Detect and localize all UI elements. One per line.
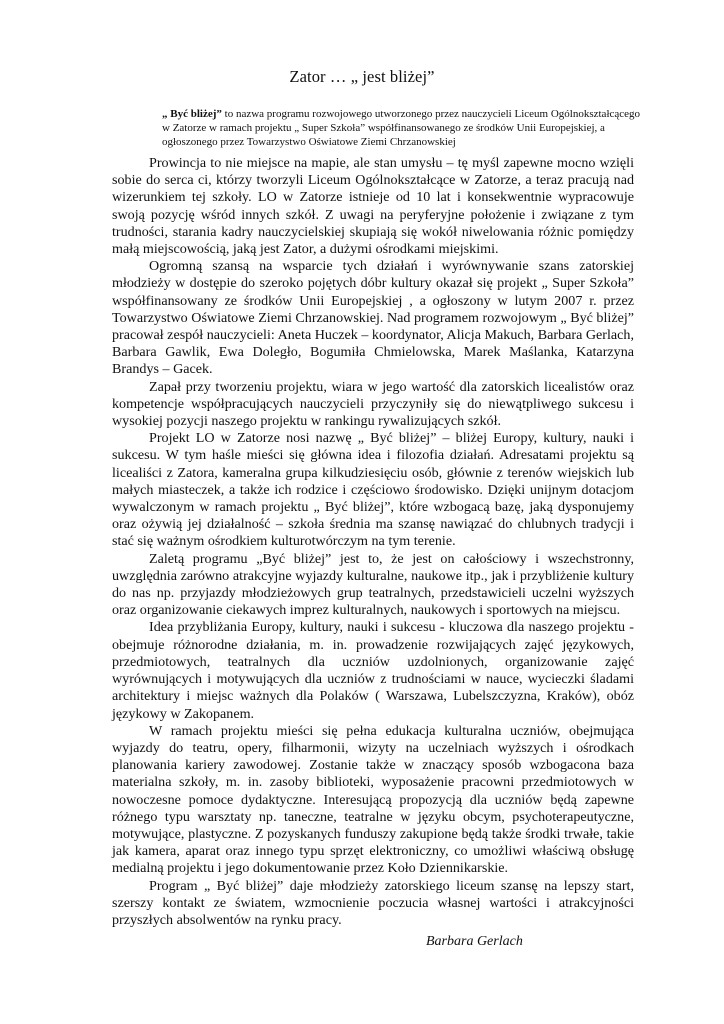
paragraph: W ramach projektu mieści się pełna edukacja kulturalna uczniów, obejmująca wyjazdy do teatru, opery, filharmonii, wizyty na uczelniach wyższych i ośrodkach planowania kariery zawodowej. Zostanie także w znaczący sposób wzbogacona baza materialna szkoły, m. in. zasoby biblioteki, wyposażenie pracowni przedmiotowych w nowoczesne pomoce dydaktyczne. Interesującą propozycją dla uczniów będą zapewne różnego typu warsztaty np. taneczne, teatralne w języku obcym, psychoterapeutyczne, motywujące, plastyczne. Z pozyskanych funduszy zakupione będą także środki trwałe, takie jak kamera, aparat oraz innego typu sprzęt elektroniczny, co umożliwi właściwą obsługę medialną projektu i jego dokumentowanie przez Koło Dziennikarskie.	[112, 722, 634, 877]
author-signature: Barbara Gerlach	[426, 934, 523, 949]
document-title: Zator … „ jest bliżej”	[289, 67, 435, 86]
paragraph: Zapał przy tworzeniu projektu, wiara w jego wartość dla zatorskich licealistów oraz kompetencje współpracujących nauczycieli przyczyniły się do niewątpliwego sukcesu i wysokiej pozycji naszego projektu w rankingu rywalizujących szkół.	[112, 378, 634, 430]
abstract	[162, 108, 642, 149]
paragraph: Projekt LO w Zatorze nosi nazwę „ Być bliżej” – bliżej Europy, kultury, nauki i sukcesu. W tym haśle mieści się główna idea i filozofia działań. Adresatami projektu są licealiści z Zatora, kameralna grupa kilkudziesięciu osób, głównie z terenów wiejskich lub małych miasteczek, a także ich rodzice i częściowo środowisko. Dzięki unijnym dotacjom wywalczonym w ramach projektu „ Być bliżej”, które wzbogacą bazę, jaką dysponujemy oraz ożywią jej działalność – szkoła średnia ma szansę nawiązać do chlubnych tradycji i stać się ważnym ośrodkiem kulturotwórczym na tym terenie.	[112, 430, 634, 550]
paragraph: Prowincja to nie miejsce na mapie, ale stan umysłu – tę myśl zapewne mocno wzięli sobie do serca ci, którzy tworzyli Liceum Ogólnokształcące w Zatorze, a teraz pracują nad wizerunkiem tej szkoły. LO w Zatorze istnieje od 10 lat i konsekwentnie wypracowuje swoją pozycję wśród innych szkół. Z uwagi na peryferyjne położenie i związane z tym trudności, starania kadry nauczycielskiej skupiają się wokół niwelowania różnic pomiędzy małą miejscowością, jaką jest Zator, a dużymi ośrodkami miejskimi.	[112, 155, 634, 258]
abstract-lead: „ Być bliżej”	[162, 108, 222, 120]
paragraph: Zaletą programu „Być bliżej” jest to, że jest on całościowy i wszechstronny, uwzględnia zarówno atrakcyjne wyjazdy kulturalne, naukowe itp., jak i przybliżenie kultury do nas np. przyjazdy młodzieżowych grup teatralnych, przedstawicieli uczelni wyższych oraz organizowanie ciekawych imprez kulturalnych, naukowych i sportowych na miejscu.	[112, 550, 634, 619]
paragraph: Program „ Być bliżej” daje młodzieży zatorskiego liceum szansę na lepszy start, szerszy kontakt ze światem, wzmocnienie poczucia własnej wartości i atrakcyjności przyszłych absolwentów na rynku pracy.	[112, 877, 634, 928]
abstract-text: to nazwa programu rozwojowego utworzonego przez nauczycieli Liceum Ogólnokształcącego w Zatorze w ramach projektu „ Super Szkoła” współfinansowanego ze środków Unii Europejskiej, a ogłoszonego przez Towarzystwo Oświatowe Ziemi Chrzanowskiej	[162, 108, 641, 148]
article-body	[112, 155, 634, 929]
paragraph: Idea przybliżania Europy, kultury, nauki i sukcesu - kluczowa dla naszego projektu - obejmuje różnorodne działania, m. in. prowadzenie rozwijających zajęć językowych, przedmiotowych, teatralnych dla uczniów uzdolnionych, organizowanie zajęć wyrównujących i motywujących dla uczniów z trudnościami w nauce, wycieczki śladami architektury i miejsc ważnych dla Polaków ( Warszawa, Lubelszczyzna, Kraków), obóz językowy w Zakopanem.	[112, 619, 634, 722]
paragraph: Ogromną szansą na wsparcie tych działań i wyrównywanie szans zatorskiej młodzieży w dostępie do szeroko pojętych dóbr kultury okazał się projekt „ Super Szkoła” współfinansowany ze środków Unii Europejskiej , a ogłoszony w lutym 2007 r. przez Towarzystwo Oświatowe Ziemi Chrzanowskiej. Nad programem rozwojowym „ Być bliżej” pracował zespół nauczycieli: Aneta Huczek – koordynator, Alicja Makuch, Barbara Gerlach, Barbara Gawlik, Ewa Doległo, Bogumiła Chmielowska, Marek Maślanka, Katarzyna Brandys – Gacek.	[112, 258, 634, 378]
